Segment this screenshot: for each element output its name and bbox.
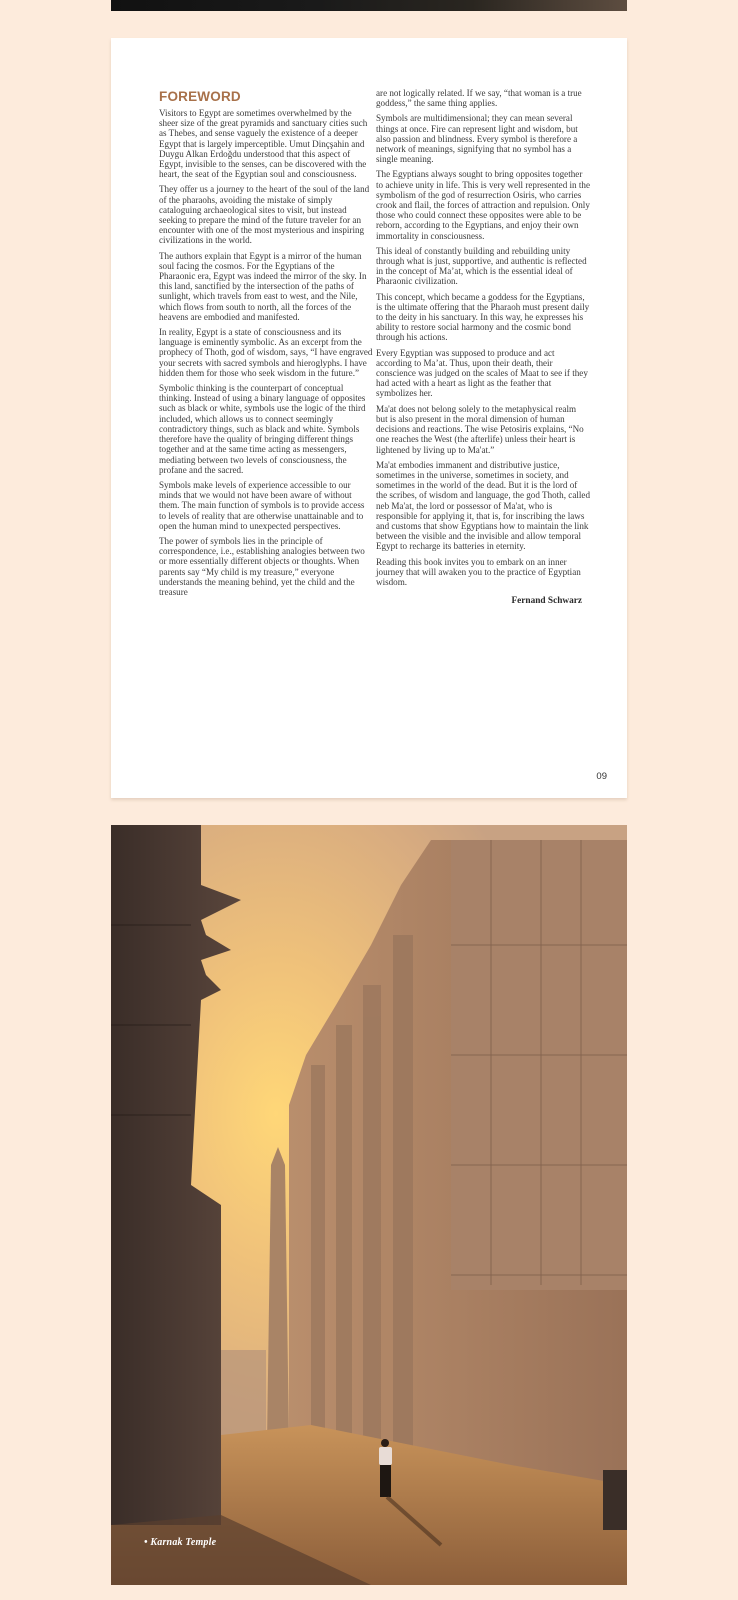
paragraph: This ideal of constantly building and rebuilding unity through what is just, supportive, and authentic is reflected in the concept of Ma’at, which is the essential ideal of Pharaonic civilization.: [376, 245, 587, 287]
paragraph: This concept, which became a goddess for the Egyptians, is the ultimate offering that the Pharaoh must present daily to the deity in his sanctuary. In this way, he expresses his ability to restore social harmony and the cosmic bond through his actions.: [376, 291, 590, 343]
karnak-temple-photo: [111, 825, 627, 1585]
temple-illustration: [111, 825, 627, 1585]
paragraph: They offer us a journey to the heart of the soul of the land of the pharaohs, avoiding the mistake of simply cataloguing archaeological sites to visit, but instead seeking to prepare the mind of the future traveler for an encounter with one of the most mysterious and inspiring civilizations in the world.: [159, 184, 370, 246]
paragraph: Reading this book invites you to embark on an inner journey that will awaken you to the practice of Egyptian wisdom.: [376, 556, 581, 587]
previous-page-image: [111, 0, 627, 11]
paragraph: Ma'at does not belong solely to the metaphysical realm but is also present in the moral dimension of human decisions and reactions. The wise Petosiris explains, “No one reaches the West (the afterlife) unless their heart is lightened by living up to Ma'at.”: [376, 403, 584, 455]
foreword-page: [111, 38, 627, 798]
paragraph: Every Egyptian was supposed to produce and act according to Ma’at. Thus, upon their death, their conscience was judged on the scales of Maat to see if they had acted with a heart as light as the feather that symbolizes her.: [376, 347, 588, 399]
right-column: [376, 88, 590, 606]
paragraph: Visitors to Egypt are sometimes overwhelmed by the sheer size of the great pyramids and sanctuary cities such as Thebes, and sense vaguely the existence of a deeper Egypt that is largely imperceptible. Umut Dinçşahin and Duygu Alkan Erdoğdu understood that this aspect of Egypt, invisible to the senses, can be discovered with the heart, the seat of the Egyptian soul and consciousness.: [159, 108, 368, 180]
author-signature: Fernand Schwarz: [511, 596, 582, 607]
foreword-heading: FOREWORD: [159, 89, 241, 104]
stone-block: [603, 1470, 627, 1530]
left-column: [159, 90, 373, 602]
paragraph: The power of symbols lies in the principle of correspondence, i.e., establishing analogies between two or more essentially different objects or thoughts. When parents say “My child is my treasure,” everyone understands the meaning behind, yet the child and the treasure: [159, 535, 365, 597]
paragraph: Ma'at embodies immanent and distributive justice, sometimes in the universe, sometimes in society, and sometimes in the world of the dead. But it is the lord of the scribes, of wisdom and language, the god Thoth, called neb Ma'at, the lord or possessor of Ma'at, who is responsible for applying it, that is, for inscribing the laws and customs that show Egyptians how to maintain the link between the visible and the invisible and allow temporal Egypt to recharge its batteries in eternity.: [376, 459, 590, 552]
paragraph: are not logically related. If we say, “that woman is a true goddess,” the same thing applies.: [376, 88, 582, 109]
paragraph: Symbols make levels of experience accessible to our minds that we would not have been aware of without them. The main function of symbols is to provide access to levels of reality that are otherwise unattainable and to open the human mind to unexpected perspectives.: [159, 479, 365, 531]
paragraph: In reality, Egypt is a state of consciousness and its language is eminently symbolic. As an excerpt from the prophecy of Thoth, god of wisdom, says, “I have engraved your secrets with sacred symbols and hieroglyphs. I have hidden them for those who seek wisdom in the future.”: [159, 327, 373, 378]
paragraph: The Egyptians always sought to bring opposites together to achieve unity in life. This is very well represented in the symbolism of the god of resurrection Osiris, who carries crook and flail, the forces of attraction and repulsion. Only those who could connect these opposites were able to be reborn, according to the Egyptians, and enjoy their own immortality in consciousness.: [376, 169, 590, 241]
paragraph: Symbolic thinking is the counterpart of conceptual thinking. Instead of using a binary language of opposites such as black or white, symbols use the logic of the third included, which allows us to connect seemingly contradictory things, such as black and white. Symbols therefore have the quality of bringing different things together and at the same time acting as messengers, mediating between two levels of consciousness, the profane and the sacred.: [159, 383, 366, 475]
paragraph: Symbols are multidimensional; they can mean several things at once. Fire can represent light and wisdom, but also passion and blindness. Every symbol is therefore a network of meanings, signifying that no symbol has a single meaning.: [376, 113, 578, 165]
paragraph: The authors explain that Egypt is a mirror of the human soul facing the cosmos. For the Egyptians of the Pharaonic era, Egypt was indeed the mirror of the sky. In this land, sanctified by the intersection of the paths of sunlight, which travels from east to west, and the Nile, which flows from south to north, all the forces of the heavens are embodied and manifested.: [159, 250, 367, 322]
photo-caption: • Karnak Temple: [144, 1537, 217, 1548]
page-number: 09: [596, 771, 607, 782]
relief-wall: [451, 840, 627, 1290]
